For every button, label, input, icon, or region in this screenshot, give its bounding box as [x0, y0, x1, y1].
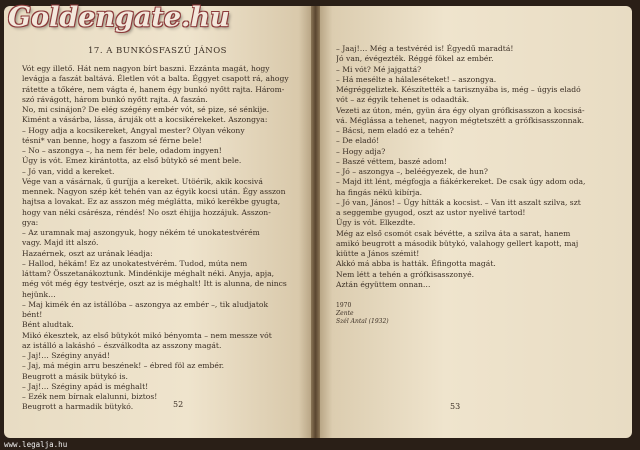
- right-page: [320, 6, 632, 438]
- text-line: – Hogy adja a kocsikereket, Angyal mester? Olyan vékony: [22, 125, 245, 135]
- text-line: szó rávágott, három bunkó nyőtt rajta. A faszán.: [22, 94, 208, 104]
- text-line: vagy. Majd itt alszó.: [22, 238, 99, 248]
- text-line: ha fingás nékü kibírja.: [336, 187, 423, 197]
- text-line: láttam? Összetanákoztunk. Mindénkije méghalt néki. Anyja, apja,: [22, 269, 275, 278]
- text-line: – Ezék nem bírnak elalunni, biztos!: [22, 392, 158, 401]
- text-line: – Jaj!… Széginy apád is méghalt!: [22, 381, 149, 391]
- text-line: No, mi csinájon? De elég szégény embér vót, sé pize, sé sénkije.: [22, 105, 270, 114]
- text-line: – Maj kimék én az istállóba – aszongya az embér –, tik aludjatok: [22, 299, 269, 309]
- text-line: Bént aludtak.: [22, 320, 74, 330]
- signature-year: 1970: [336, 302, 352, 309]
- text-line: – Mi vót? Mé jajgattá?: [336, 64, 422, 74]
- text-line: – Hallod, hékám! Ez az unokatestvérém. Tudod, múta nem: [22, 258, 248, 268]
- text-line: Jó van, évégezték. Réggé fökel az embér.: [336, 54, 494, 64]
- book-spine-gutter: [311, 6, 320, 438]
- page-number-right: 53: [450, 402, 461, 411]
- text-line: hejünk…: [22, 289, 56, 299]
- text-line: – Az uramnak maj aszongyuk, hogy nékém té unokatestvérém: [22, 228, 260, 237]
- text-line: Úgy is vót. Elkezdte.: [336, 218, 416, 228]
- left-page-text: [22, 64, 290, 413]
- chapter-title: 17. A BUNKÓSFASZÚ JÁNOS: [88, 46, 227, 56]
- text-line: bént!: [22, 310, 43, 319]
- watermark-url: www.legalja.hu: [4, 440, 68, 449]
- text-line: rátette a tőkére, nem vágta é, hanem égy bunkó nyőtt rajta. Három-: [22, 84, 285, 94]
- text-line: – No – aszongya –, ha nem fér bele, odadom ingyen!: [22, 146, 222, 155]
- signature-narrator: Szél Antal (1932): [336, 318, 389, 325]
- text-line: Úgy is vót. Emez kirántotta, az első bütykö sé ment bele.: [22, 156, 242, 166]
- text-line: gya:: [22, 217, 39, 227]
- text-line: még vót még égy testvérje, oszt az is méghalt! Itt is alunna, de nincs: [22, 279, 287, 289]
- text-line: Mikó ékesztek, az első bütykót mikó bényomta – nem messze vót: [22, 330, 272, 340]
- text-line: Kimént a vásárba, lássa, áruják ott a kocsikérekeket. Aszongya:: [22, 115, 268, 125]
- text-line: – Há mesélte a hálaleséteket! – aszongya.: [336, 74, 497, 84]
- text-line: kiütte a János szémit!: [336, 249, 420, 258]
- text-line: – Baszé véttem, baszé adom!: [336, 156, 447, 166]
- text-line: – Jó van, vidd a kereket.: [22, 166, 115, 176]
- text-line: Még az első csomót csak bévétte, a szilva áta a sarat, hanem: [336, 228, 571, 238]
- left-page: [4, 6, 311, 438]
- site-logo: Goldengate.hu: [8, 2, 230, 33]
- text-line: – De eladó!: [336, 136, 380, 146]
- text-line: a seggembe gyugod, oszt az ustor nyelivé tartod!: [336, 208, 526, 217]
- right-page-text: [336, 44, 608, 290]
- text-line: – Jaaj!… Még a testvéréd is! Égyedű maradtá!: [336, 44, 514, 53]
- text-line: hajtsa a lovakat. Ez az asszon még méglátta, mikó kerékbe gyugta,: [22, 197, 281, 207]
- text-line: – Jó – aszongya –, beléégyezek, de hun?: [336, 167, 488, 176]
- text-line: Nem létt a tehén a grófkisasszonyé.: [336, 269, 475, 279]
- text-line: – Jó van, János! – Úgy hítták a kocsist. – Van itt aszalt szilva, szt: [336, 197, 581, 207]
- text-line: Vót egy illető. Hát nem nagyon bírt baszni. Ezzánta magát, hogy: [22, 64, 270, 73]
- text-line: tésni* van benne, hogy a faszom sé férne bele!: [22, 135, 202, 145]
- text-line: Akkó má abba is hatták. Éfingotta magát.: [336, 259, 496, 269]
- text-line: az istálló a lakáshó – észválkodta az asszony magát.: [22, 340, 222, 350]
- page-number-left: 52: [173, 400, 184, 409]
- text-line: – Hogy adja?: [336, 146, 386, 156]
- text-line: mennek. Nagyon szép két tehén van az égyik kocsi után. Égy asszon: [22, 187, 286, 196]
- text-line: Vezeti az úton, mén, gyün ára égy olyan grófkisasszon a kocsisá-: [336, 105, 585, 115]
- text-line: – Majd itt lént, mégfogja a fiákérkereket. De csak úgy adom oda,: [336, 177, 586, 187]
- text-line: Mégréggeliztek. Készítették a tarisznyába is, még – úgyis eladó: [336, 85, 581, 94]
- text-line: Beugrott a másik bütykó is.: [22, 371, 128, 381]
- text-line: hogy van néki csárésza, réndés! No oszt éhijja hozzájuk. Asszon-: [22, 207, 271, 217]
- text-line: Vége van a vásárnak, ű guríjja a kereket. Utöérik, akik kocsivá: [22, 176, 263, 186]
- text-line: Aztán égyüttem onnan…: [336, 279, 431, 289]
- text-line: – Bácsi, nem eladó ez a tehén?: [336, 126, 454, 135]
- text-line: – Jaj, má mégin arru beszének! – ébred föl az embér.: [22, 361, 225, 371]
- text-line: amikó beugrott a második bütykó, valahogy gellert kapott, maj: [336, 238, 579, 248]
- text-line: – Jaj!… Széginy anyád!: [22, 351, 110, 360]
- text-line: levágja a faszát baltává. Életlen vót a balta. Éggyet csapott rá, ahogy: [22, 74, 289, 84]
- signature-place: Zente: [336, 310, 354, 317]
- text-line: Beugrott a harmadik bütykó.: [22, 402, 134, 412]
- text-line: vót – az égyik tehenet is odaadták.: [336, 95, 470, 105]
- text-line: Hazaérnek, oszt az urának léadja:: [22, 248, 153, 258]
- text-line: vá. Méglássa a tehenet, nagyon mégtetszétt a grófkisasszonnak.: [336, 115, 585, 125]
